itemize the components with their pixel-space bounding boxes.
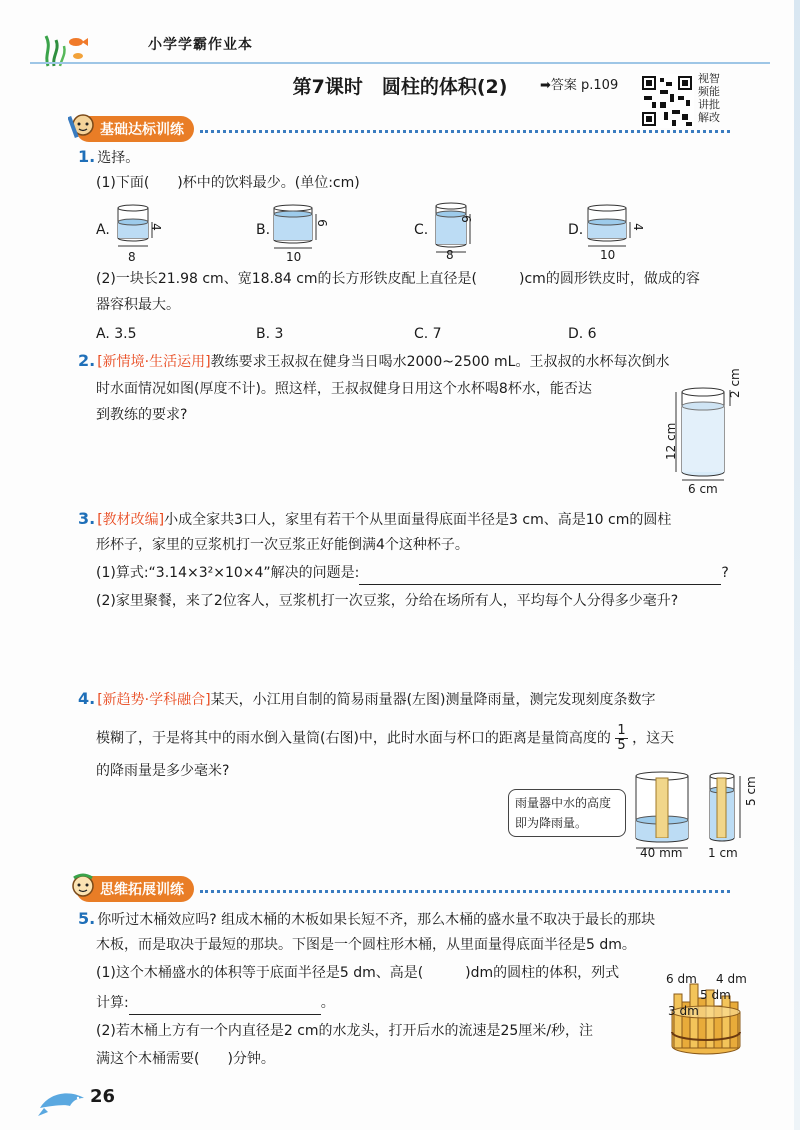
answer-blank-5-1[interactable]	[129, 992, 321, 1015]
option-b-label: B.	[256, 222, 271, 238]
option-d-label: D.	[568, 222, 584, 238]
cup-b-height: 6	[314, 219, 329, 227]
question-5-part-2-line-2: 满这个木桶需要( )分钟。	[96, 1051, 275, 1067]
bucket-label-5dm: 5 dm	[700, 988, 731, 1002]
answer-reference: ➡答案 p.109	[540, 78, 619, 93]
cup-c-width: 8	[446, 248, 454, 262]
header-rule	[30, 62, 770, 64]
section-header-extend: 思维拓展训练	[76, 876, 730, 902]
cup-c-figure	[430, 194, 480, 260]
option-b[interactable]: B. 3	[256, 326, 284, 342]
page-edge	[794, 0, 800, 1130]
question-1-part-2-line-2: 器容积最大。	[96, 297, 180, 313]
rain-gauge-note: 雨量器中水的高度即为降雨量。	[508, 789, 626, 837]
question-4-line-2: 模糊了，于是将其中的雨水倒入量筒(右图)中，此时水面与杯口的距离是量筒高度的 $\frac{1}{5}$ ，这天	[96, 723, 675, 753]
question-3-part-1: (1)算式:“3.14×3²×10×4”解决的问题是: ?	[96, 562, 750, 585]
page-title: 第7课时 圆柱的体积(2)	[292, 76, 508, 98]
glass-height: 12 cm	[664, 422, 678, 460]
qr-caption: 视智 频能 讲批 解改	[698, 72, 720, 124]
rain-gauge-width: 40 mm	[640, 846, 683, 860]
bucket-label-3dm: 3 dm	[668, 1004, 699, 1018]
question-5-line-1: 5. 你听过木桶效应吗? 组成木桶的木板如果长短不齐，那么木桶的盛水量不取决于最长的那块	[78, 909, 656, 928]
question-3-line-2: 形杯子，家里的豆浆机打一次豆浆正好能倒满4个这种杯子。	[96, 537, 469, 553]
cup-d-height: 4	[630, 223, 645, 231]
series-name: 小学学霸作业本	[148, 37, 253, 53]
question-3-line-1: 3. [教材改编]小成全家共3口人，家里有若干个从里面量得底面半径是3 cm、高是10 cm的圆柱	[78, 509, 672, 528]
glass-width: 6 cm	[688, 482, 718, 496]
answer-blank-3-1[interactable]	[359, 562, 721, 585]
question-3-part-2: (2)家里聚餐，来了2位客人，豆浆机打一次豆浆，分给在场所有人，平均每个人分得多少毫升?	[96, 593, 679, 609]
question-5-part-1-line-1: (1)这个木桶盛水的体积等于底面半径是5 dm、高是( )dm的圆柱的体积，列式	[96, 965, 620, 981]
cup-c-height: 6	[458, 215, 473, 223]
bucket-label-6dm: 6 dm	[666, 972, 697, 986]
bucket-label-4dm: 4 dm	[716, 972, 747, 986]
option-d[interactable]: D. 6	[568, 326, 597, 342]
option-c[interactable]: C. 7	[414, 326, 442, 342]
cup-d-width: 10	[600, 248, 616, 262]
section-header-basic: 基础达标训练	[76, 116, 730, 142]
question-5-part-1-line-2: 计算: 。	[96, 992, 335, 1015]
thinking-mascot-icon	[68, 872, 98, 902]
cup-a-height: 4	[148, 223, 163, 231]
page-number: 26	[90, 1086, 116, 1107]
dolphin-icon	[36, 1084, 90, 1120]
pencil-mascot-icon	[68, 112, 98, 142]
question-5-line-2: 木板，而是取决于最短的那块。下图是一个圆柱形木桶，从里面量得底面半径是5 dm。	[96, 937, 636, 953]
cup-b-width: 10	[286, 250, 302, 264]
measuring-cylinder-figure	[704, 768, 748, 848]
question-1-part-2-line-1: (2)一块长21.98 cm、宽18.84 cm的长方形铁皮配上直径是( )cm的圆形铁皮时，做成的容	[96, 271, 700, 287]
glass-top-gap: 2 cm	[728, 368, 742, 398]
question-5-part-2-line-1: (2)若木桶上方有一个内直径是2 cm的水龙头，打开后水的流速是25厘米/秒，注	[96, 1023, 594, 1039]
option-a-label: A.	[96, 222, 110, 238]
question-2-line-2: 时水面情况如图(厚度不计)。照这样，王叔叔健身日用这个水杯喝8杯水，能否达	[96, 381, 592, 397]
question-1-part-1: (1)下面( )杯中的饮料最少。(单位:cm)	[96, 175, 360, 191]
cylinder-width: 1 cm	[708, 846, 738, 860]
question-1-stem: 1. 选择。	[78, 147, 140, 166]
cylinder-height: 5 cm	[744, 776, 758, 806]
option-c-label: C.	[414, 222, 429, 238]
cup-a-width: 8	[128, 250, 136, 264]
question-4-line-1: 4. [新趋势·学科融合]某天，小江用自制的简易雨量器(左图)测量降雨量，测完发现刻度条数字	[78, 689, 656, 708]
fraction-one-fifth: $\frac{1}{5}$	[617, 723, 626, 753]
question-2-line-3: 到教练的要求?	[96, 407, 188, 423]
option-a[interactable]: A. 3.5	[96, 326, 137, 342]
rain-gauge-figure	[630, 768, 700, 852]
question-2-line-1: 2. [新情境·生活运用]教练要求王叔叔在健身当日喝水2000~2500 mL。王叔叔的水杯每次倒水	[78, 351, 670, 370]
question-4-line-3: 的降雨量是多少毫米?	[96, 763, 230, 779]
